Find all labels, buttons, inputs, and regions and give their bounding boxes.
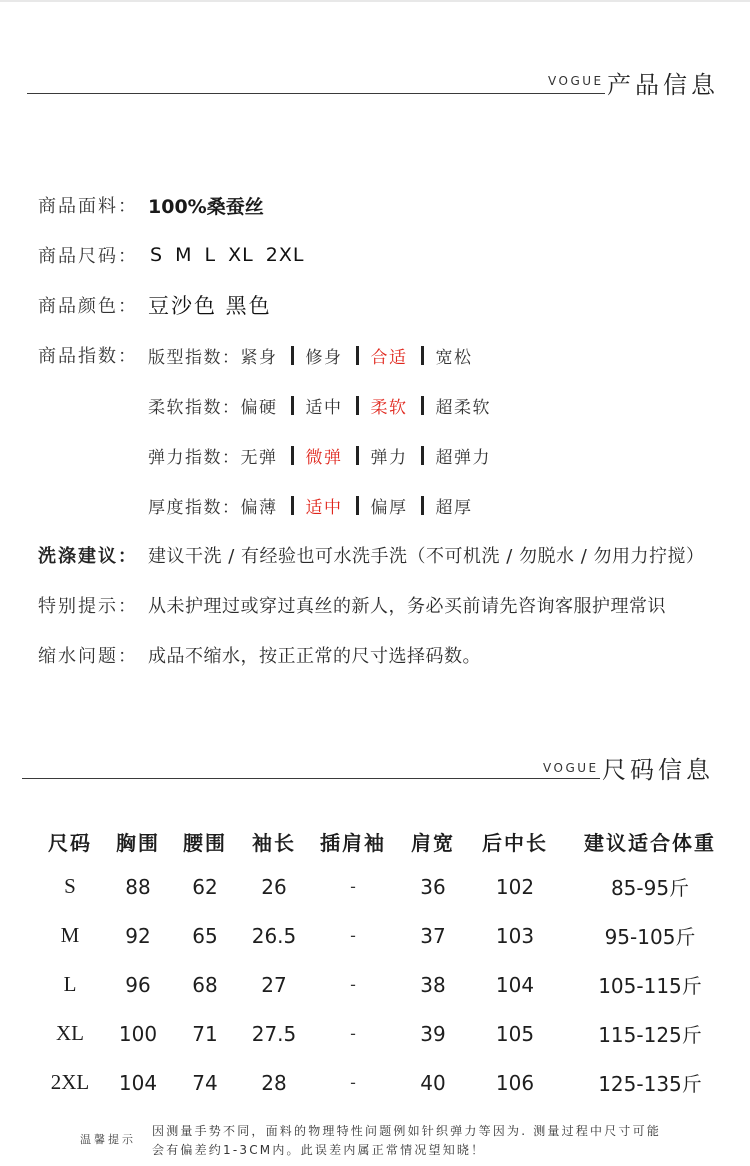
index-label: 商品指数： bbox=[38, 346, 138, 367]
separator bbox=[291, 396, 294, 415]
special-tip-row bbox=[38, 580, 738, 630]
index-option: 适中 bbox=[305, 397, 343, 418]
fabric-label: 商品面料： bbox=[38, 196, 138, 217]
cell-weight: 105-115斤 bbox=[598, 974, 702, 998]
cell-chest: 104 bbox=[118, 1070, 158, 1095]
table-header-row bbox=[36, 820, 740, 862]
index-row-elasticity bbox=[148, 430, 491, 480]
cell-shoulder: 37 bbox=[420, 923, 446, 948]
size-section-title: 尺码信息 bbox=[602, 756, 714, 784]
index-option: 无弹 bbox=[240, 447, 278, 468]
index-row-fit bbox=[148, 330, 491, 380]
table-row bbox=[36, 960, 740, 1009]
table-row bbox=[36, 1009, 740, 1058]
cell-weight: 85-95斤 bbox=[610, 876, 690, 900]
cell-weight: 115-125斤 bbox=[598, 1023, 702, 1047]
cell-sleeve: 27 bbox=[261, 972, 287, 997]
index-row-softness bbox=[148, 380, 491, 430]
note-text bbox=[152, 1122, 661, 1160]
index-option-selected: 柔软 bbox=[370, 397, 408, 418]
color-value: 豆沙色 黑色 bbox=[148, 294, 272, 318]
product-section-title: 产品信息 bbox=[607, 71, 719, 99]
cell-shoulder: 40 bbox=[420, 1070, 446, 1095]
cell-waist: 71 bbox=[192, 1021, 218, 1046]
header-shoulder: 肩宽 bbox=[411, 830, 455, 855]
header-size: 尺码 bbox=[48, 830, 92, 855]
top-strip bbox=[0, 0, 750, 2]
separator bbox=[421, 396, 424, 415]
note-line: 因测量手势不同，面料的物理特性问题例如针织弹力等因为. 测量过程中尺寸可能 bbox=[152, 1124, 662, 1138]
cell-back-length: 105 bbox=[495, 1021, 535, 1046]
shrinkage-value: 成品不缩水，按正正常的尺寸选择码数。 bbox=[148, 646, 481, 667]
cell-weight: 95-105斤 bbox=[604, 925, 696, 949]
index-option: 超柔软 bbox=[435, 397, 491, 418]
cell-back-length: 103 bbox=[495, 923, 535, 948]
washing-label: 洗涤建议： bbox=[38, 546, 138, 567]
note-label: 温馨提示 bbox=[80, 1133, 136, 1146]
size-section-vogue: VOGUE bbox=[543, 761, 599, 775]
index-block bbox=[38, 330, 738, 530]
cell-raglan-sleeve: - bbox=[350, 926, 356, 945]
cell-sleeve: 27.5 bbox=[251, 1021, 297, 1046]
index-option: 修身 bbox=[305, 347, 343, 368]
cell-waist: 62 bbox=[192, 874, 218, 899]
index-name: 版型指数： bbox=[148, 347, 241, 368]
cell-waist: 65 bbox=[192, 923, 218, 948]
cell-sleeve: 26 bbox=[261, 874, 287, 899]
index-option: 超弹力 bbox=[435, 447, 491, 468]
index-option: 紧身 bbox=[240, 347, 278, 368]
cell-back-length: 102 bbox=[495, 874, 535, 899]
separator bbox=[356, 496, 359, 515]
cell-back-length: 106 bbox=[495, 1070, 535, 1095]
note-line: 会有偏差约1-3CM内。此误差内属正常情况望知晓！ bbox=[152, 1143, 486, 1157]
color-row bbox=[38, 280, 738, 330]
cell-chest: 100 bbox=[118, 1021, 158, 1046]
index-name: 厚度指数： bbox=[148, 497, 241, 518]
index-option: 超厚 bbox=[435, 497, 473, 518]
special-tip-label: 特别提示： bbox=[38, 596, 138, 617]
shrinkage-row bbox=[38, 630, 738, 680]
product-info bbox=[38, 180, 738, 680]
size-table bbox=[36, 820, 740, 1107]
index-option: 宽松 bbox=[435, 347, 473, 368]
cell-raglan-sleeve: - bbox=[350, 975, 356, 994]
index-option-selected: 合适 bbox=[370, 347, 408, 368]
cell-waist: 68 bbox=[192, 972, 218, 997]
cell-raglan-sleeve: - bbox=[350, 1073, 356, 1092]
size-row bbox=[38, 230, 738, 280]
cell-size: 2XL bbox=[50, 1070, 90, 1094]
cell-sleeve: 26.5 bbox=[251, 923, 297, 948]
cell-size: S bbox=[64, 874, 76, 898]
separator bbox=[291, 496, 294, 515]
index-name: 柔软指数： bbox=[148, 397, 241, 418]
index-rows bbox=[148, 330, 491, 530]
separator bbox=[291, 446, 294, 465]
separator bbox=[356, 446, 359, 465]
index-row-thickness bbox=[148, 480, 491, 530]
cell-chest: 88 bbox=[125, 874, 151, 899]
cell-chest: 92 bbox=[125, 923, 151, 948]
cell-size: M bbox=[60, 923, 80, 947]
separator bbox=[356, 346, 359, 365]
cell-size: XL bbox=[56, 1021, 84, 1045]
index-option: 偏厚 bbox=[370, 497, 408, 518]
fabric-row bbox=[38, 180, 738, 230]
shrinkage-label: 缩水问题： bbox=[38, 646, 138, 667]
cell-shoulder: 38 bbox=[420, 972, 446, 997]
cell-raglan-sleeve: - bbox=[350, 877, 356, 896]
product-section-vogue: VOGUE bbox=[548, 74, 604, 88]
index-name: 弹力指数： bbox=[148, 447, 241, 468]
cell-chest: 96 bbox=[125, 972, 151, 997]
separator bbox=[291, 346, 294, 365]
cell-sleeve: 28 bbox=[261, 1070, 287, 1095]
header-chest: 胸围 bbox=[116, 830, 160, 855]
separator bbox=[421, 496, 424, 515]
table-row bbox=[36, 1058, 740, 1107]
separator bbox=[356, 396, 359, 415]
special-tip-value: 从未护理过或穿过真丝的新人，务必买前请先咨询客服护理常识 bbox=[148, 596, 666, 617]
cell-weight: 125-135斤 bbox=[598, 1072, 702, 1096]
cell-shoulder: 36 bbox=[420, 874, 446, 899]
cell-waist: 74 bbox=[192, 1070, 218, 1095]
fabric-value: 100%桑蚕丝 bbox=[148, 195, 264, 218]
size-section-divider bbox=[22, 778, 600, 779]
index-option: 弹力 bbox=[370, 447, 408, 468]
header-sleeve: 袖长 bbox=[252, 830, 296, 855]
index-option: 偏薄 bbox=[240, 497, 278, 518]
header-recommended-weight: 建议适合体重 bbox=[584, 830, 716, 855]
table-row bbox=[36, 911, 740, 960]
table-row bbox=[36, 862, 740, 911]
header-back-length: 后中长 bbox=[482, 830, 548, 855]
product-section-divider bbox=[27, 93, 605, 94]
index-option-selected: 微弹 bbox=[305, 447, 343, 468]
size-value: S M L XL 2XL bbox=[150, 244, 305, 266]
cell-shoulder: 39 bbox=[420, 1021, 446, 1046]
header-waist: 腰围 bbox=[183, 830, 227, 855]
separator bbox=[421, 446, 424, 465]
separator bbox=[421, 346, 424, 365]
washing-value: 建议干洗 / 有经验也可水洗手洗（不可机洗 / 勿脱水 / 勿用力拧搅） bbox=[148, 546, 705, 567]
index-option: 偏硬 bbox=[240, 397, 278, 418]
size-label: 商品尺码： bbox=[38, 246, 138, 267]
cell-raglan-sleeve: - bbox=[350, 1024, 356, 1043]
header-raglan-sleeve: 插肩袖 bbox=[320, 830, 386, 855]
washing-row bbox=[38, 530, 738, 580]
color-label: 商品颜色： bbox=[38, 296, 138, 317]
cell-size: L bbox=[63, 972, 77, 996]
cell-back-length: 104 bbox=[495, 972, 535, 997]
index-option-selected: 适中 bbox=[305, 497, 343, 518]
